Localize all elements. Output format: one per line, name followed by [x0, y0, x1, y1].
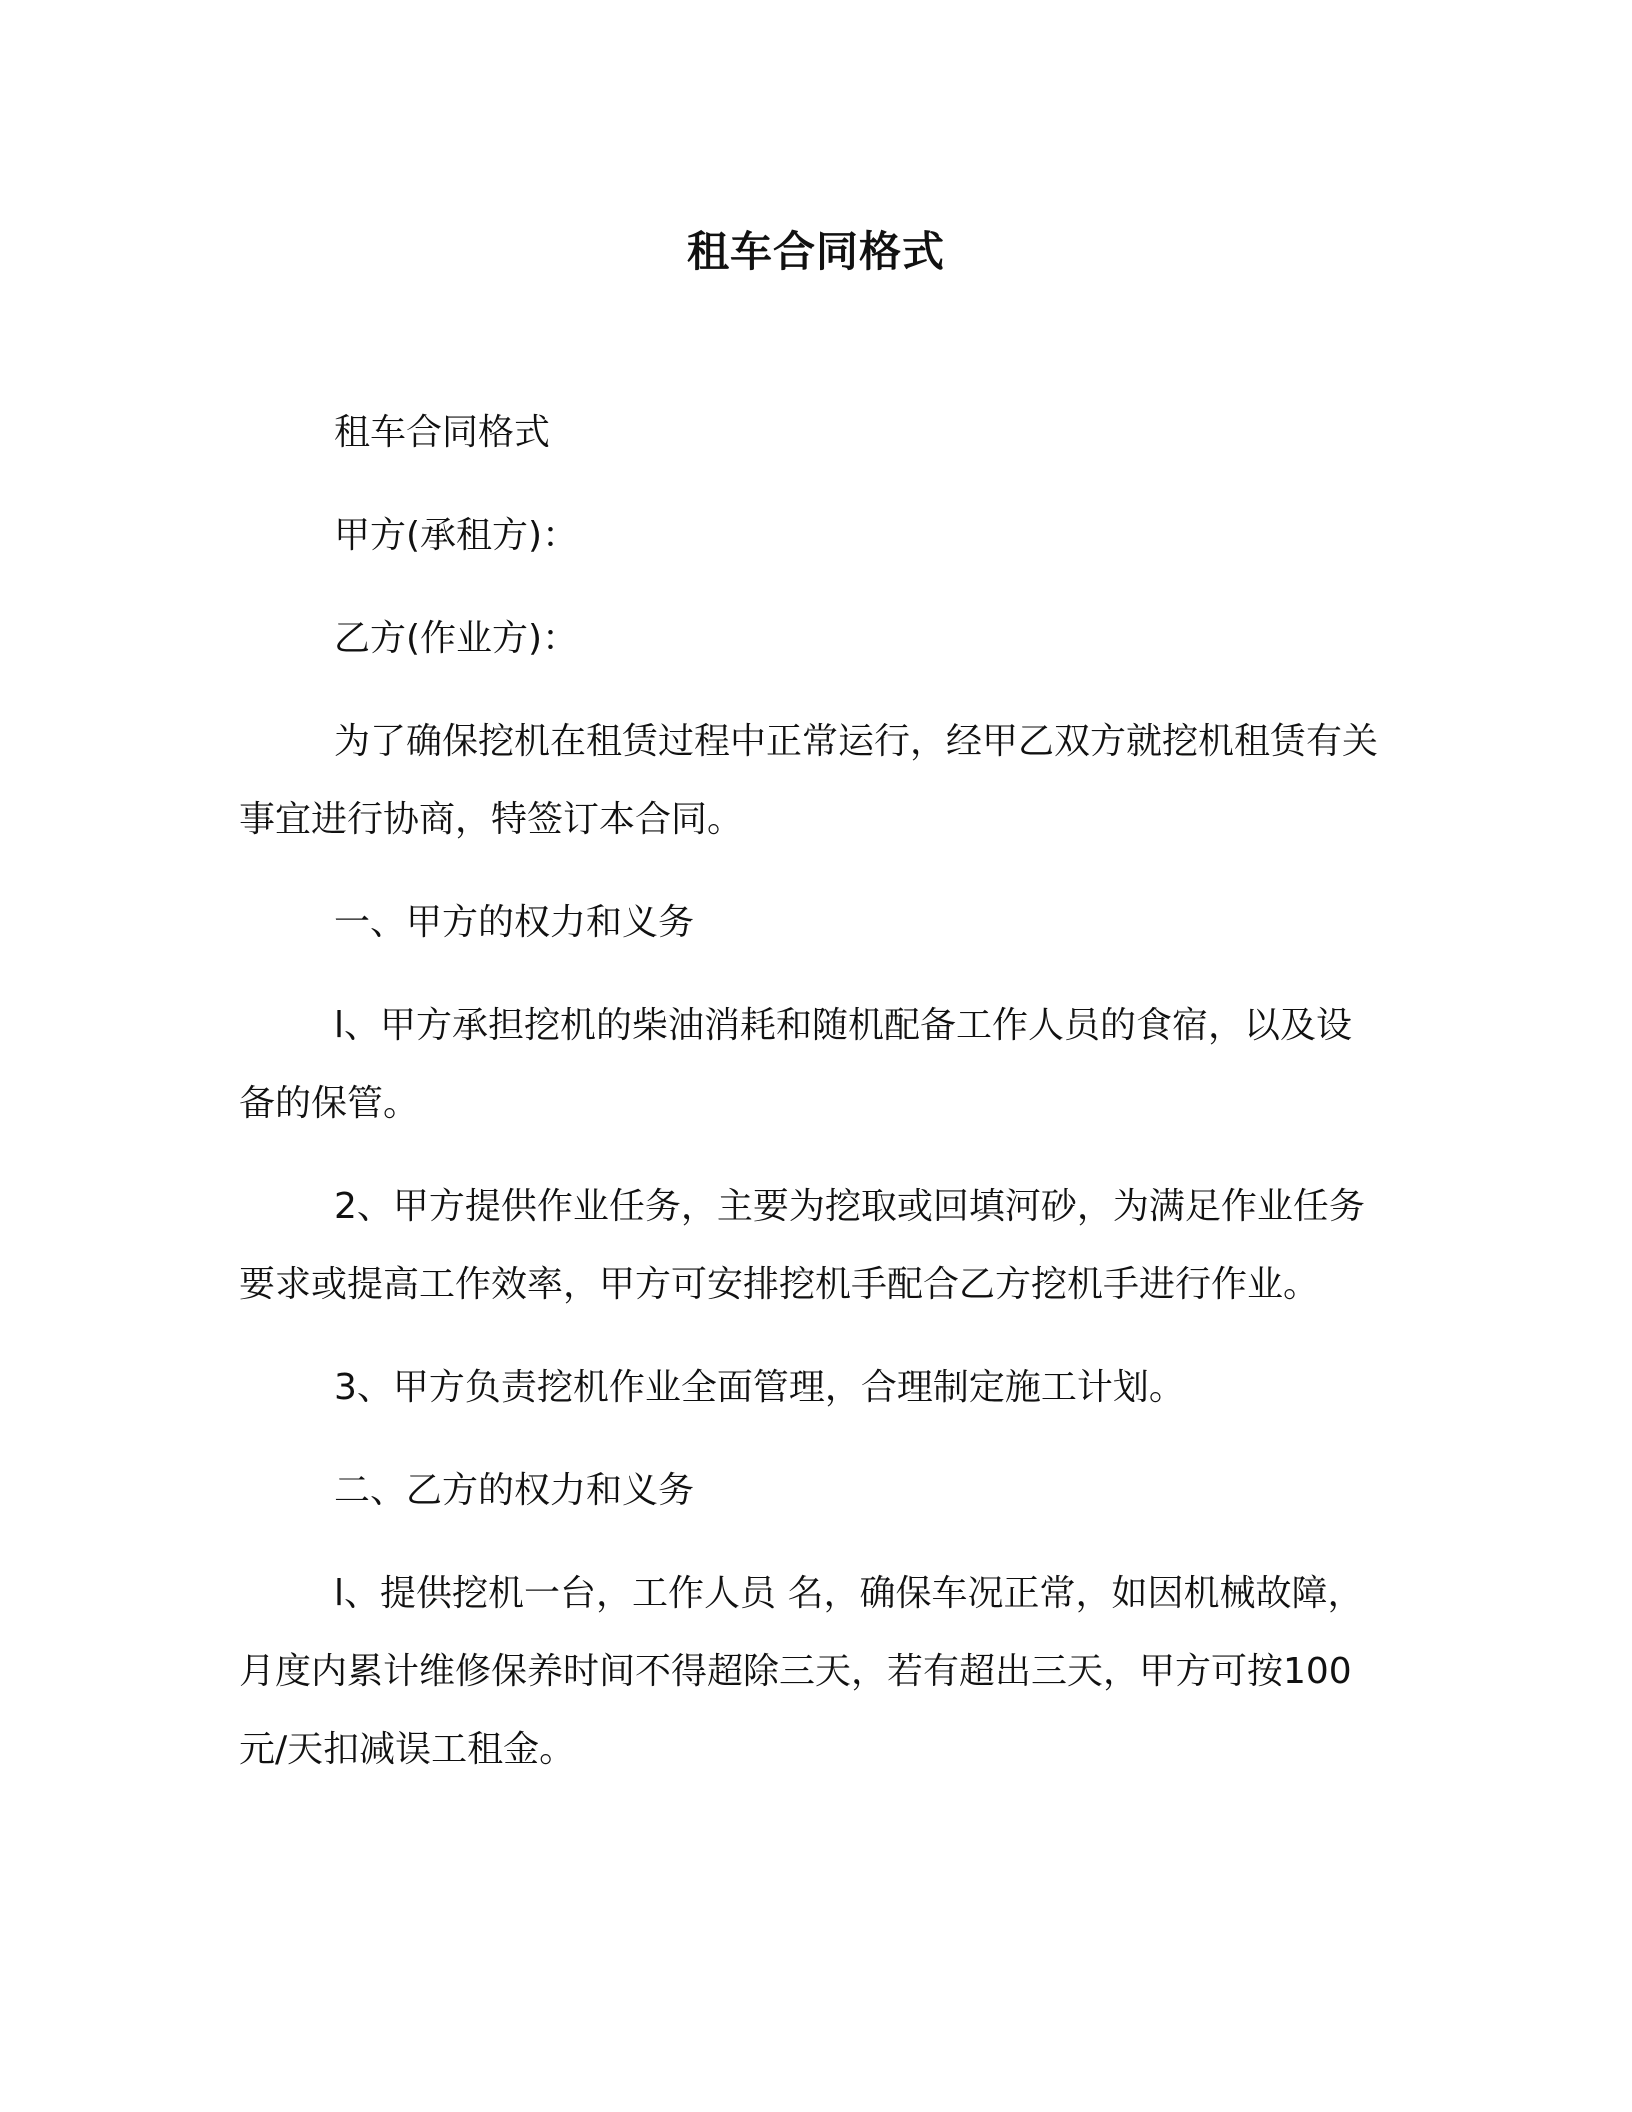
paragraph-purpose: 为了确保挖机在租赁过程中正常运行，经甲乙双方就挖机租赁有关事宜进行协商，特签订本合同。: [239, 721, 1379, 840]
paragraph-party-a: 甲方(承租方)：: [334, 515, 579, 556]
document-body: [239, 394, 1384, 1814]
clause-b-1: l、提供挖机一台，工作人员 名，确保车况正常，如因机械故障，月度内累计维修保养时间不得超除三天，若有超出三天，甲方可按100 元/天扣减误工租金。: [239, 1573, 1364, 1770]
clause-a-2: 2、甲方提供作业任务，主要为挖取或回填河砂，为满足作业任务要求或提高工作效率，甲方可安排挖机手配合乙方挖机手进行作业。: [239, 1186, 1365, 1305]
section-heading-party-a: 一、甲方的权力和义务: [334, 902, 695, 943]
document-title: 租车合同格式: [686, 227, 945, 276]
clause-a-1: l、甲方承担挖机的柴油消耗和随机配备工作人员的食宿，以及设备的保管。: [239, 1005, 1353, 1124]
section-heading-party-b: 二、乙方的权力和义务: [334, 1470, 695, 1511]
paragraph-party-b: 乙方(作业方)：: [334, 618, 579, 659]
clause-a-3: 3、甲方负责挖机作业全面管理，合理制定施工计划。: [334, 1367, 1185, 1408]
paragraph-heading: 租车合同格式: [334, 412, 551, 453]
